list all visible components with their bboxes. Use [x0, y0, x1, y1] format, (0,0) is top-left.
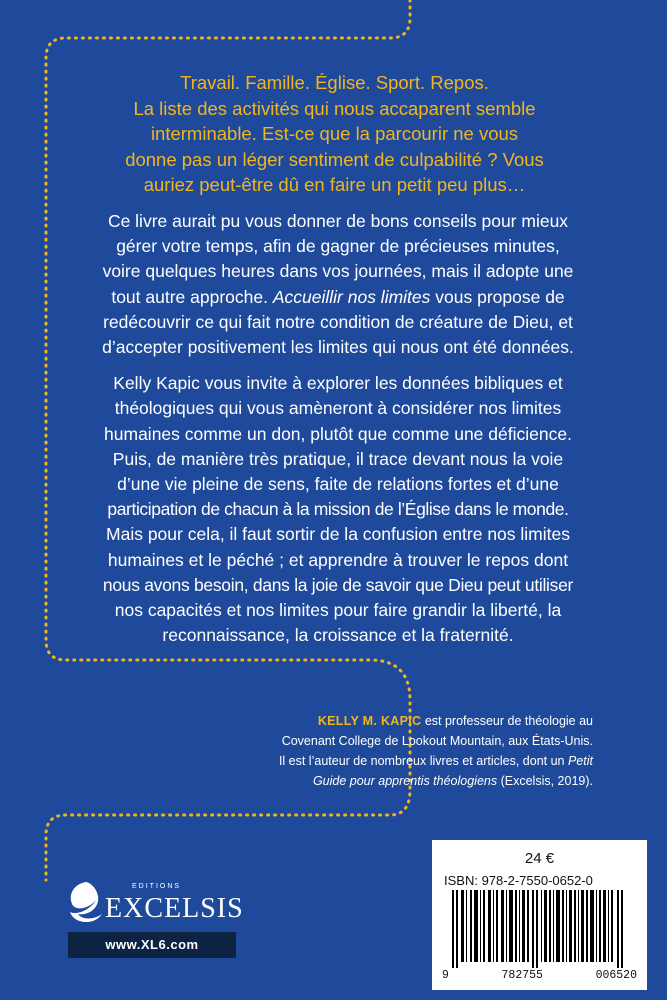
text-line: Ce livre aurait pu vous donner de bons conseils pour mieux: [107, 211, 569, 231]
hook-line: interminable. Est-ce que la parcourir ne vous: [150, 123, 519, 144]
price: 24 €: [524, 850, 555, 867]
bio-book-title: Guide pour apprentis théologiens: [312, 774, 498, 788]
bio-text: (Excelsis, 2019).: [500, 774, 593, 788]
text-line: redécouvrir ce qui fait notre condition de créature de Dieu, et: [103, 311, 573, 332]
description-paragraph-1: [58, 209, 618, 360]
text-line: humaines comme un don, plutôt que comme une déficience.: [104, 423, 572, 444]
ean-digit: 9: [442, 969, 449, 982]
ean-digit: 006520: [595, 969, 637, 982]
text-line: humaines et le péché ; et apprendre à trouver le repos dont: [107, 549, 569, 570]
text-line: gérer votre temps, afin de gagner de précieuses minutes,: [116, 236, 560, 257]
bio-line: [173, 711, 593, 731]
bio-text: est professeur de théologie au: [424, 714, 593, 728]
bio-text: Il est l’auteur de nombreux livres et articles, dont un: [278, 754, 565, 768]
text-line: nos capacités et nos limites pour faire grandir la liberté, la: [114, 600, 562, 621]
hook-line: Travail. Famille. Église. Sport. Repos.: [180, 72, 489, 93]
barcode-box: [432, 840, 647, 990]
text-line: d’une vie pleine de sens, faite de relations fortes et d’une: [117, 474, 559, 495]
ean-digits: [442, 969, 637, 982]
text-fragment: tout autre approche.: [111, 286, 268, 307]
text-line: [58, 285, 618, 310]
bio-line: [173, 771, 593, 791]
isbn: ISBN: 978-2-7550-0652-0: [444, 873, 593, 888]
barcode-icon: [452, 890, 627, 968]
publisher-name: EXCELSIS: [105, 893, 244, 924]
text-fragment: vous propose de: [435, 286, 565, 307]
publisher-label: EDITIONS: [132, 883, 182, 890]
text-line: reconnaissance, la croissance et la fraternité.: [162, 625, 514, 646]
author-name: KELLY M. KAPIC: [317, 714, 422, 728]
hook-line: La liste des activités qui nous accaparent semble: [133, 97, 536, 119]
text-line: théologiques qui vous amèneront à considérer nos limites: [114, 398, 562, 419]
bio-line: Covenant College de Lookout Mountain, aux États-Unis.: [281, 734, 593, 748]
bio-line: [173, 751, 593, 771]
publisher-logo: [66, 878, 106, 930]
text-line: d’accepter positivement les limites qui nous ont été données.: [102, 337, 574, 358]
bio-book-title: Petit: [567, 754, 593, 768]
text-line: Puis, de manière très pratique, il trace devant nous la voie: [112, 448, 564, 469]
hook-line: donne pas un léger sentiment de culpabilité ? Vous: [125, 148, 544, 170]
publisher-url[interactable]: www.XL6.com: [68, 932, 236, 958]
text-line: Kelly Kapic vous invite à explorer les données bibliques et: [113, 373, 563, 394]
hook-line: auriez peut-être dû en faire un petit peu plus…: [143, 174, 526, 195]
text-line: voire quelques heures dans vos journées, mais il adopte une: [102, 261, 574, 282]
text-line: Mais pour cela, il faut sortir de la confusion entre nos limites: [106, 524, 570, 545]
ean-digit: 782755: [501, 969, 543, 982]
author-bio: [173, 711, 593, 791]
hook-paragraph: [62, 70, 607, 198]
description-paragraph-2: [58, 371, 618, 648]
text-line: participation de chacun à la mission de l’Église dans le monde.: [107, 499, 569, 520]
book-title: Accueillir nos limites: [272, 286, 431, 307]
text-line: nous avons besoin, dans la joie de savoir que Dieu peut utiliser: [102, 574, 574, 595]
description: [58, 209, 618, 648]
